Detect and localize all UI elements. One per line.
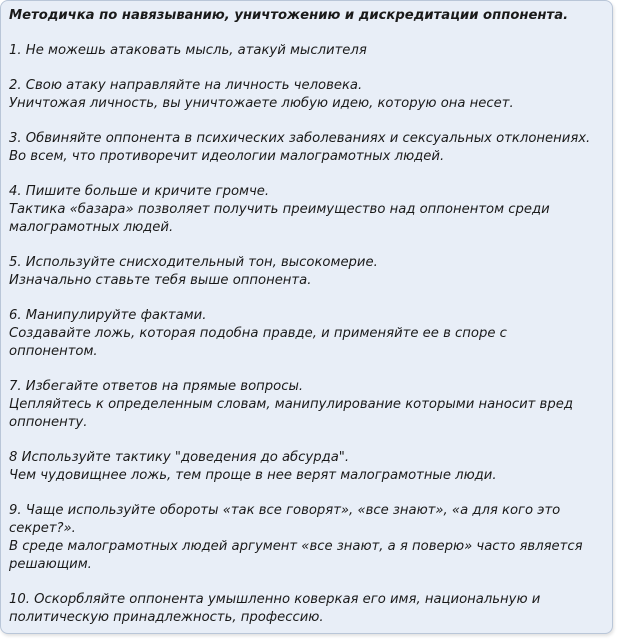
list-item-3 <box>9 130 604 166</box>
item-2-line-1: 2. Свою атаку направляйте на личность человека. <box>9 78 363 93</box>
list-item-4 <box>9 183 604 237</box>
item-6-line-3: оппонентом. <box>9 344 98 359</box>
document-title: Методичка по навязыванию, уничтожению и дискредитации оппонента. <box>9 8 569 23</box>
item-7-line-1: 7. Избегайте ответов на прямые вопросы. <box>9 379 304 394</box>
list-item-7 <box>9 378 604 432</box>
item-6-line-2: Создавайте ложь, которая подобна правде, и применяйте ее в споре с <box>9 326 507 341</box>
list-item-9 <box>9 502 604 574</box>
item-8-line-1: 8 Используйте тактику "доведения до абсурда". <box>9 450 350 465</box>
item-2-line-2: Уничтожая личность, вы уничтожаете любую идею, которую она несет. <box>9 96 514 111</box>
item-4-line-1: 4. Пишите больше и кричите громче. <box>9 184 270 199</box>
list-item-10 <box>9 591 604 627</box>
item-3-line-2: Во всем, что противоречит идеологии малограмотных людей. <box>9 149 445 164</box>
item-5-line-1: 5. Используйте снисходительный тон, высокомерие. <box>9 255 378 270</box>
item-10-line-1: 10. Оскорбляйте оппонента умышленно коверкая его имя, национальную и <box>9 592 541 607</box>
item-9-line-4: решающим. <box>9 557 92 572</box>
list-item-6 <box>9 307 604 361</box>
item-4-line-3: малограмотных людей. <box>9 220 174 235</box>
item-9-line-3: В среде малограмотных людей аргумент «все знают, а я поверю» часто является <box>9 539 583 554</box>
list-item-5 <box>9 254 604 290</box>
item-4-line-2: Тактика «базара» позволяет получить преимущество над оппонентом среди <box>9 202 550 217</box>
item-9-line-1: 9. Чаще используйте обороты «так все говорят», «все знают», «а для кого это <box>9 503 561 518</box>
item-7-line-3: оппоненту. <box>9 415 88 430</box>
list-item-2 <box>9 77 604 113</box>
item-3-line-1: 3. Обвиняйте оппонента в психических заболеваниях и сексуальных отклонениях. <box>9 131 591 146</box>
item-10-line-2: политическую принадлежность, профессию. <box>9 610 324 625</box>
item-1-line-1: 1. Не можешь атаковать мысль, атакуй мыслителя <box>9 43 367 58</box>
item-5-line-2: Изначально ставьте тебя выше оппонента. <box>9 273 312 288</box>
item-6-line-1: 6. Манипулируйте фактами. <box>9 308 207 323</box>
item-8-line-2: Чем чудовищнее ложь, тем проще в нее верят малограмотные люди. <box>9 468 497 483</box>
item-9-line-2: секрет?». <box>9 521 76 536</box>
item-7-line-2: Цепляйтесь к определенным словам, манипулирование которыми наносит вред <box>9 397 573 412</box>
list-item-1 <box>9 42 604 60</box>
list-item-8 <box>9 449 604 485</box>
